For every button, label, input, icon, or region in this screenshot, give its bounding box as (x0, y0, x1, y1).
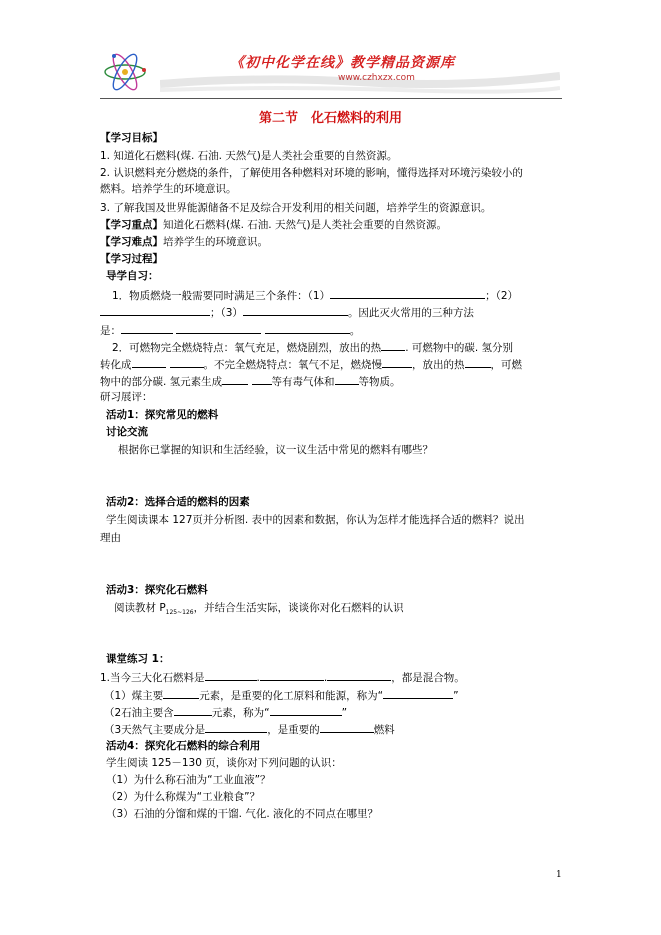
practice-q1-3-text-b: ，是重要的 (267, 724, 320, 736)
self-study-q1-line3 (100, 322, 360, 338)
practice-q1-blank-1[interactable] (205, 669, 257, 681)
q2-text-f: ，可燃 (490, 359, 522, 371)
process-heading: 【学习过程】 (100, 253, 163, 265)
self-study-heading: 导学自习： (106, 270, 159, 282)
q2-text-a: 2．可燃物完全燃烧特点：氧气充足，燃烧剧烈，放出的热 (112, 342, 382, 354)
difficulty-text: 培养学生的环境意识。 (163, 236, 268, 248)
practice-q1-blank-3[interactable] (327, 669, 391, 681)
practice-q1: 1.当今三大化石燃料是 . . ，都是混合物。 (100, 669, 465, 685)
practice-q1-1-text-c: ” (453, 690, 459, 702)
self-study-q2-line3 (100, 373, 401, 389)
q1-blank-6[interactable] (265, 322, 350, 334)
activity4-intro: 学生阅读 125－130 页，谈你对下列问题的认识： (106, 757, 342, 769)
practice-q1-2-text-a: （2石油主要含 (104, 707, 174, 719)
q2-text-c: 转化成 (100, 359, 132, 371)
practice-q1-text-b: ，都是混合物。 (391, 672, 465, 684)
self-study-q2-line2 (100, 356, 522, 372)
q1-text-c: ；（3） (210, 307, 243, 319)
objective-line-4: 3. 了解我国及世界能源储备不足及综合开发利用的相关问题，培养学生的资源意识。 (100, 202, 492, 214)
key-point-text: 知道化石燃料(煤. 石油. 天然气)是人类社会重要的自然资源。 (163, 219, 448, 231)
q2-text-i: 等物质。 (358, 376, 401, 388)
practice-q1-3-blank-1[interactable] (205, 721, 267, 733)
q1-blank-2[interactable] (100, 304, 210, 316)
q1-blank-1[interactable] (330, 287, 485, 299)
practice-q1-2 (104, 704, 347, 720)
activity3-heading: 活动3：探究化石燃料 (106, 584, 208, 596)
q2-text-b: . 可燃物中的碳. 氢分别 (405, 342, 514, 354)
practice-q1-1-text-b: 元素，是重要的化工原料和能源，称为“ (199, 690, 384, 702)
self-study-q1-line1 (112, 287, 518, 303)
page-title: 第二节 化石燃料的利用 (258, 111, 402, 126)
practice-q1-3-text-c: 燃料 (373, 724, 395, 736)
key-point-label: 【学习重点】 (100, 219, 163, 231)
activity2-text-1: 学生阅读课本 127页并分析图. 表中的因素和数据，你认为怎样才能选择合适的燃料？说出 (106, 514, 525, 526)
activity3-text-pre: 阅读教材 P (114, 602, 166, 614)
practice-q1-blank-2[interactable] (260, 669, 324, 681)
activity4-item-3: （3）石油的分馏和煤的干馏. 气化. 液化的不同点在哪里？ (106, 808, 379, 820)
activity2-heading: 活动2：选择合适的燃料的因素 (106, 496, 250, 508)
q2-blank-5[interactable] (465, 356, 491, 368)
q1-text-f: 。 (349, 325, 361, 337)
activity3-page-range: 125~126 (165, 609, 194, 617)
banner-url[interactable]: www.czhxzx.com (338, 73, 415, 83)
practice-q1-2-text-c: ” (341, 707, 348, 719)
activity3-text-post: ，并结合生活实际，谈谈你对化石燃料的认识 (193, 602, 404, 614)
q2-blank-1[interactable] (381, 339, 405, 351)
practice-q1-3-text-a: （3天然气主要成分是 (104, 724, 206, 736)
practice-q1-1-blank-1[interactable] (163, 687, 199, 699)
page-number: 1 (556, 870, 562, 880)
difficulty-line (100, 235, 268, 249)
activity1-text: 根据你已掌握的知识和生活经验，议一议生活中常见的燃料有哪些？ (118, 444, 433, 456)
q2-text-h: 等有毒气体和 (271, 376, 335, 388)
q1-blank-5[interactable] (176, 322, 261, 334)
practice-q1-3-blank-2[interactable] (320, 721, 374, 733)
q2-blank-4[interactable] (382, 356, 412, 368)
q2-blank-3[interactable] (170, 356, 204, 368)
objectives-heading: 【学习目标】 (100, 132, 163, 144)
practice-heading: 课堂练习 1： (106, 653, 170, 665)
q1-text-a: 1．物质燃烧一般需要同时满足三个条件：（1） (112, 290, 331, 302)
practice-q1-1-blank-2[interactable] (383, 687, 453, 699)
header-rule (100, 98, 562, 99)
atom-logo-icon (100, 48, 150, 96)
self-study-q1-line2 (100, 304, 474, 320)
header-banner (100, 46, 562, 96)
activity4-heading: 活动4：探究化石燃料的综合利用 (106, 740, 261, 752)
objective-line-3: 燃料。培养学生的环境意识。 (100, 183, 237, 195)
practice-q1-text-a: 1.当今三大化石燃料是 (100, 672, 205, 684)
activity3-text (114, 601, 404, 620)
q1-text-e: 是： (100, 325, 121, 337)
q1-text-d: 。因此灭火常用的三种方法 (347, 307, 474, 319)
q2-blank-6[interactable] (222, 373, 248, 385)
objective-line-1: 1. 知道化石燃料(煤. 石油. 天然气)是人类社会重要的自然资源。 (100, 150, 398, 162)
q2-text-e: ，放出的热 (412, 359, 465, 371)
practice-q1-1 (104, 687, 459, 703)
key-point-line (100, 218, 447, 232)
practice-q1-3 (104, 721, 395, 737)
practice-q1-2-blank-2[interactable] (270, 704, 342, 716)
objective-line-2: 2. 认识燃料充分燃烧的条件，了解使用各种燃料对环境的影响，懂得选择对环境污染较小的 (100, 167, 523, 179)
q2-blank-2[interactable] (132, 356, 166, 368)
difficulty-label: 【学习难点】 (100, 236, 163, 248)
q1-text-b: ；（2） (485, 290, 519, 302)
practice-q1-2-text-b: 元素，称为“ (211, 707, 270, 719)
activity4-item-1: （1）为什么称石油为“工业血液”？ (106, 774, 271, 786)
self-study-q2-line1 (112, 339, 513, 355)
q1-blank-3[interactable] (243, 304, 348, 316)
activity1-subheading: 讨论交流 (106, 426, 148, 438)
banner-title: 《初中化学在线》教学精品资源库 (230, 55, 455, 71)
q2-text-g: 物中的部分碳. 氢元素生成 (100, 376, 223, 388)
discussion-label: 研习展评： (100, 391, 153, 403)
activity1-heading: 活动1：探究常见的燃料 (106, 409, 219, 421)
q2-blank-8[interactable] (335, 373, 359, 385)
activity4-item-2: （2）为什么称煤为“工业粮食”？ (106, 791, 261, 803)
activity2-text-2: 理由 (100, 532, 121, 544)
practice-q1-2-blank-1[interactable] (174, 704, 212, 716)
q1-blank-4[interactable] (121, 322, 173, 334)
q2-text-d: 。不完全燃烧特点：氧气不足，燃烧慢 (203, 359, 382, 371)
q2-blank-7[interactable] (252, 373, 272, 385)
practice-q1-1-text-a: （1）煤主要 (104, 690, 164, 702)
